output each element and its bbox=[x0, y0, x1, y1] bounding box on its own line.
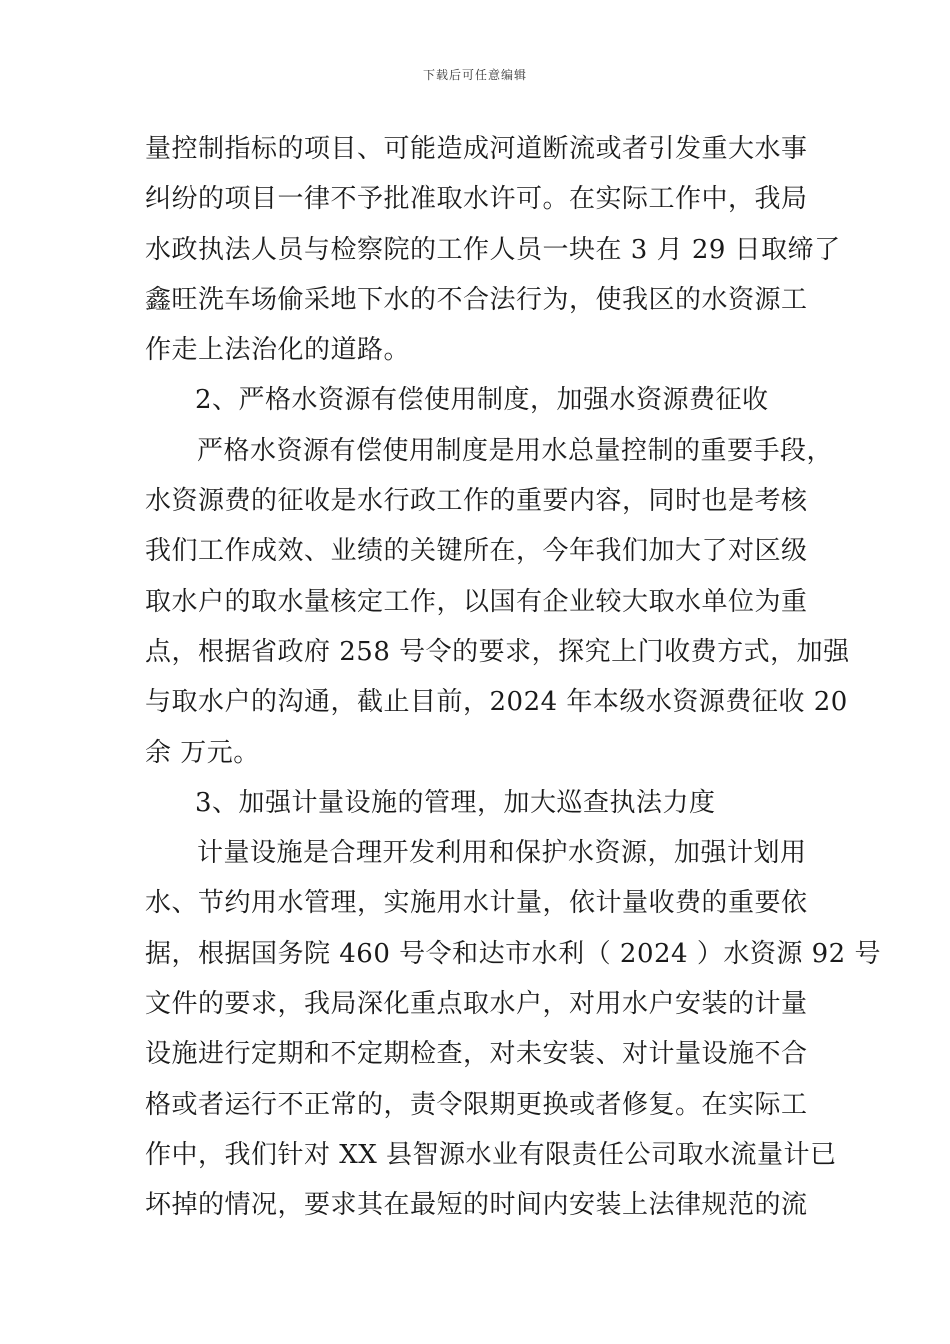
text-line: 严格水资源有偿使用制度是用水总量控制的重要手段， bbox=[197, 435, 834, 466]
text-line: 点，根据省政府 258 号令的要求，探究上门收费方式，加强 bbox=[145, 636, 850, 667]
section-heading-2: 2、严格水资源有偿使用制度，加强水资源费征收 bbox=[195, 385, 769, 416]
text-line: 量控制指标的项目、可能造成河道断流或者引发重大水事 bbox=[145, 134, 808, 164]
text-line: 我们工作成效、业绩的关键所在，今年我们加大了对区级 bbox=[145, 536, 808, 567]
text-line: 鑫旺洗车场偷采地下水的不合法行为，使我区的水资源工 bbox=[145, 284, 808, 315]
section-heading-3: 3、加强计量设施的管理，加大巡查执法力度 bbox=[195, 787, 716, 818]
text-line: 纠纷的项目一律不予批准取水许可。在实际工作中，我局 bbox=[145, 184, 808, 215]
text-line: 水政执法人员与检察院的工作人员一块在 3 月 29 日取缔了 bbox=[145, 234, 841, 265]
text-line: 水资源费的征收是水行政工作的重要内容，同时也是考核 bbox=[145, 486, 808, 517]
text-line: 作中，我们针对 XX 县智源水业有限责任公司取水流量计已 bbox=[145, 1139, 837, 1170]
text-line: 坏掉的情况，要求其在最短的时间内安装上法律规范的流 bbox=[145, 1190, 808, 1221]
text-line: 作走上法治化的道路。 bbox=[145, 335, 411, 366]
text-line: 与取水户的沟通，截止目前，2024 年本级水资源费征收 20 bbox=[145, 687, 848, 718]
text-line: 计量设施是合理开发利用和保护水资源，加强计划用 bbox=[197, 838, 807, 869]
text-line: 水、节约用水管理，实施用水计量，依计量收费的重要依 bbox=[145, 888, 808, 919]
header-note: 下载后可任意编辑 bbox=[422, 68, 527, 82]
text-line: 据，根据国务院 460 号令和达市水利（ 2024 ）水资源 92 号 bbox=[145, 938, 881, 969]
text-line: 格或者运行不正常的，责令限期更换或者修复。在实际工 bbox=[145, 1089, 808, 1120]
body-text bbox=[145, 124, 881, 1231]
text-line: 余 万元。 bbox=[145, 737, 260, 768]
text-line: 文件的要求，我局深化重点取水户，对用水户安装的计量 bbox=[145, 989, 808, 1020]
text-line: 设施进行定期和不定期检查，对未安装、对计量设施不合 bbox=[145, 1039, 808, 1070]
text-line: 取水户的取水量核定工作，以国有企业较大取水单位为重 bbox=[145, 586, 808, 617]
